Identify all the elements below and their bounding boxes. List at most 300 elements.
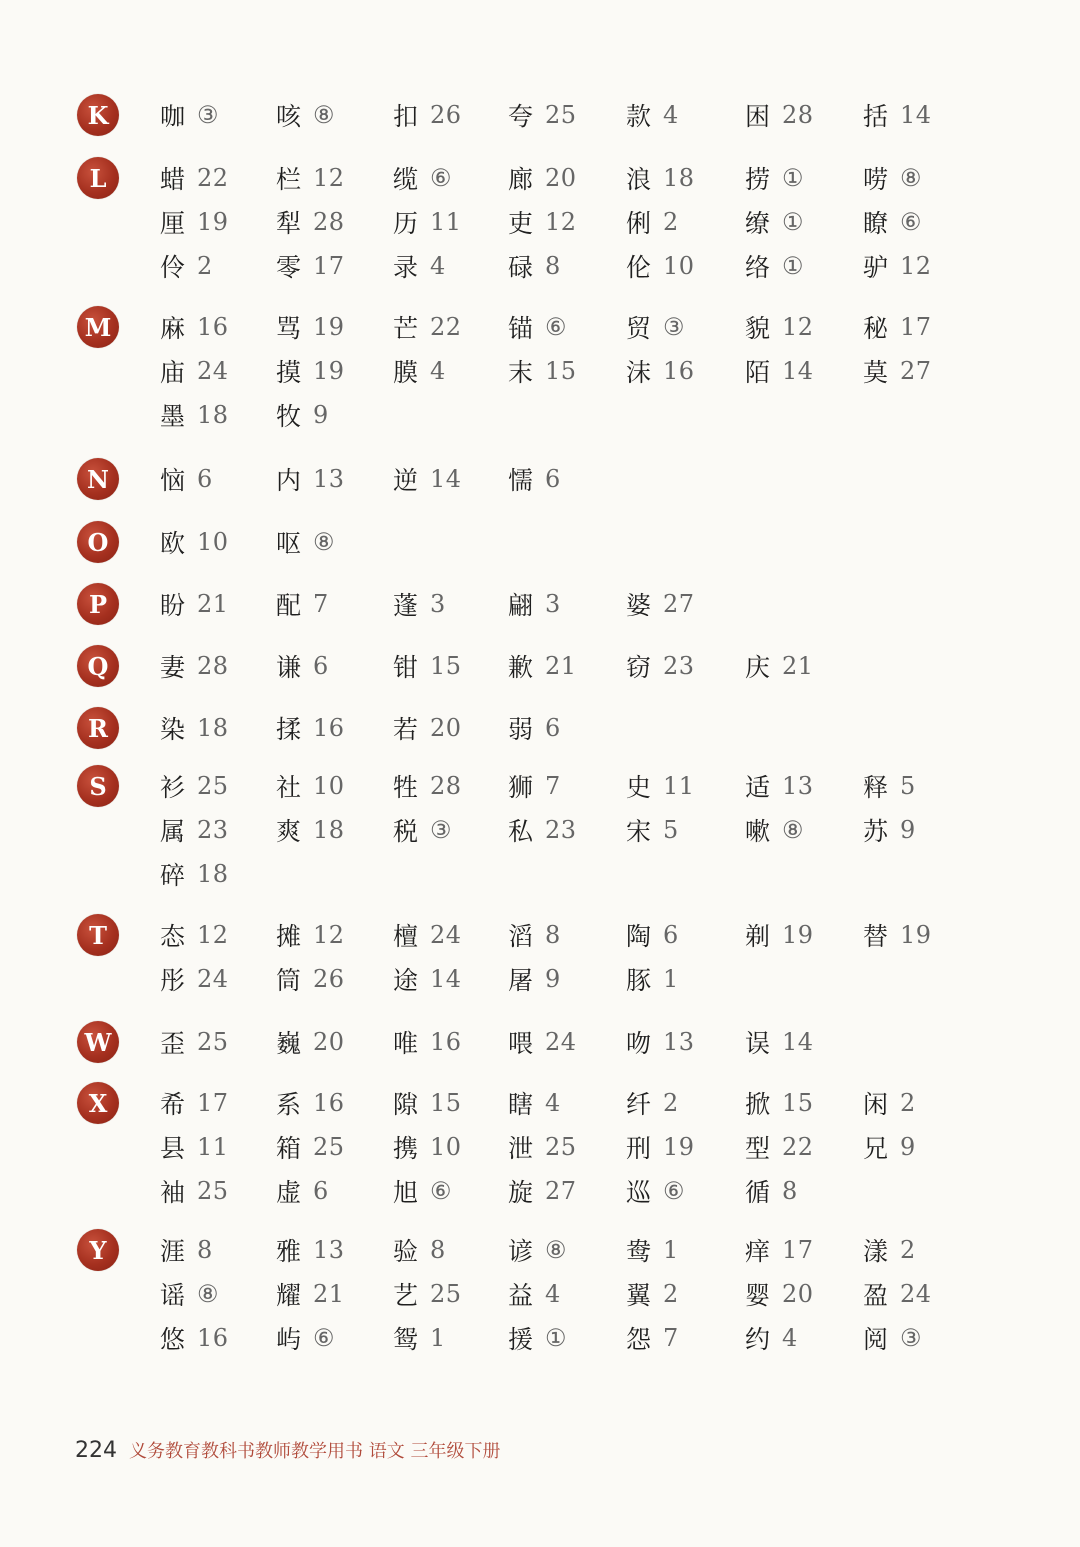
entry-lesson-number: ⑥ [430, 164, 453, 192]
entry-character: 咳 [276, 102, 302, 131]
entry-character: 摸 [276, 358, 302, 387]
index-entry [160, 766, 270, 806]
index-entry [160, 307, 270, 347]
entry-character: 适 [745, 773, 771, 802]
entry-character: 欧 [160, 529, 186, 558]
entry-character: 厘 [160, 209, 186, 238]
index-entry [626, 1022, 736, 1062]
entry-lesson-number: 2 [663, 208, 679, 236]
entry-lesson-number: 1 [663, 1236, 679, 1264]
index-entry [863, 1127, 973, 1167]
entry-character: 吏 [508, 209, 534, 238]
entry-lesson-number: 11 [430, 208, 462, 236]
index-entry [508, 959, 618, 999]
index-entry [160, 1171, 270, 1211]
entry-character: 鸯 [626, 1237, 652, 1266]
entry-lesson-number: 3 [545, 590, 561, 618]
index-entry [863, 1318, 973, 1358]
entry-character: 妻 [160, 653, 186, 682]
index-entry [276, 1274, 386, 1314]
entry-character: 蜡 [160, 165, 186, 194]
entry-lesson-number: 22 [197, 164, 229, 192]
entry-character: 兄 [863, 1134, 889, 1163]
entry-character: 呕 [276, 529, 302, 558]
index-entry [393, 1230, 503, 1270]
entry-character: 歉 [508, 653, 534, 682]
entry-lesson-number: 20 [782, 1280, 814, 1308]
index-entry [393, 766, 503, 806]
entry-character: 狮 [508, 773, 534, 802]
entry-character: 系 [276, 1090, 302, 1119]
entry-character: 膜 [393, 358, 419, 387]
entry-lesson-number: 16 [197, 313, 229, 341]
entry-lesson-number: 25 [313, 1133, 345, 1161]
entry-character: 社 [276, 773, 302, 802]
entry-lesson-number: 19 [197, 208, 229, 236]
letter-badge: T [77, 914, 119, 956]
entry-lesson-number: 8 [545, 252, 561, 280]
entry-lesson-number: 12 [782, 313, 814, 341]
entry-character: 态 [160, 922, 186, 951]
entry-character: 涯 [160, 1237, 186, 1266]
entry-lesson-number: 14 [782, 1028, 814, 1056]
entry-character: 阅 [863, 1325, 889, 1354]
entry-lesson-number: 22 [430, 313, 462, 341]
index-entry [393, 810, 503, 850]
entry-character: 咖 [160, 102, 186, 131]
entry-character: 旋 [508, 1178, 534, 1207]
entry-lesson-number: 8 [545, 921, 561, 949]
entry-character: 爽 [276, 817, 302, 846]
entry-lesson-number: ① [782, 208, 805, 236]
entry-lesson-number: 13 [313, 1236, 345, 1264]
index-entry [863, 351, 973, 391]
entry-lesson-number: 1 [663, 965, 679, 993]
entry-lesson-number: 19 [900, 921, 932, 949]
index-entry [508, 1230, 618, 1270]
entry-character: 误 [745, 1029, 771, 1058]
index-entry [393, 1083, 503, 1123]
entry-lesson-number: 13 [782, 772, 814, 800]
index-entry [745, 766, 855, 806]
index-entry [626, 158, 736, 198]
index-entry [160, 1274, 270, 1314]
entry-lesson-number: 23 [545, 816, 577, 844]
entry-character: 贸 [626, 314, 652, 343]
entry-character: 瞎 [508, 1090, 534, 1119]
index-entry [160, 708, 270, 748]
entry-lesson-number: 19 [782, 921, 814, 949]
entry-lesson-number: 18 [313, 816, 345, 844]
entry-lesson-number: 8 [197, 1236, 213, 1264]
entry-lesson-number: 28 [197, 652, 229, 680]
index-entry [160, 1083, 270, 1123]
entry-lesson-number: 12 [900, 252, 932, 280]
index-entry [276, 1171, 386, 1211]
entry-character: 历 [393, 209, 419, 238]
entry-lesson-number: 9 [545, 965, 561, 993]
entry-character: 嗽 [745, 817, 771, 846]
index-entry [276, 307, 386, 347]
index-entry [276, 646, 386, 686]
entry-lesson-number: 15 [430, 652, 462, 680]
entry-lesson-number: ⑥ [900, 208, 923, 236]
entry-character: 逆 [393, 466, 419, 495]
entry-character: 翼 [626, 1281, 652, 1310]
entry-lesson-number: 27 [545, 1177, 577, 1205]
entry-character: 内 [276, 466, 302, 495]
entry-character: 私 [508, 817, 534, 846]
letter-badge: N [77, 458, 119, 500]
entry-character: 吻 [626, 1029, 652, 1058]
entry-lesson-number: 18 [197, 860, 229, 888]
entry-lesson-number: 2 [900, 1089, 916, 1117]
entry-lesson-number: 2 [663, 1280, 679, 1308]
entry-lesson-number: 20 [313, 1028, 345, 1056]
index-entry [160, 810, 270, 850]
index-entry [863, 810, 973, 850]
entry-character: 艺 [393, 1281, 419, 1310]
index-entry [863, 95, 973, 135]
index-entry [393, 1022, 503, 1062]
entry-character: 巍 [276, 1029, 302, 1058]
entry-character: 婆 [626, 591, 652, 620]
index-entry [626, 584, 736, 624]
entry-character: 盼 [160, 591, 186, 620]
entry-character: 援 [508, 1325, 534, 1354]
page-number: 224 [75, 1437, 117, 1463]
index-entry [626, 1230, 736, 1270]
entry-character: 史 [626, 773, 652, 802]
index-entry [393, 1274, 503, 1314]
index-entry [508, 202, 618, 242]
entry-lesson-number: ① [545, 1324, 568, 1352]
index-entry [626, 246, 736, 286]
entry-character: 络 [745, 253, 771, 282]
index-entry [276, 1230, 386, 1270]
entry-character: 旭 [393, 1178, 419, 1207]
letter-badge: Y [77, 1229, 119, 1271]
index-entry [508, 584, 618, 624]
index-entry [626, 766, 736, 806]
index-entry [508, 766, 618, 806]
index-entry [626, 1318, 736, 1358]
entry-character: 摊 [276, 922, 302, 951]
entry-character: 伶 [160, 253, 186, 282]
index-entry [160, 959, 270, 999]
entry-character: 屠 [508, 966, 534, 995]
entry-lesson-number: 4 [663, 101, 679, 129]
index-entry [745, 307, 855, 347]
page-footer [75, 1430, 500, 1470]
index-entry [508, 810, 618, 850]
entry-character: 唯 [393, 1029, 419, 1058]
entry-character: 翩 [508, 591, 534, 620]
index-entry [276, 202, 386, 242]
entry-lesson-number: 14 [782, 357, 814, 385]
index-entry [508, 646, 618, 686]
index-entry [508, 158, 618, 198]
index-entry [160, 459, 270, 499]
entry-lesson-number: ⑧ [782, 816, 805, 844]
entry-character: 廊 [508, 165, 534, 194]
entry-lesson-number: 20 [430, 714, 462, 742]
entry-lesson-number: 15 [545, 357, 577, 385]
index-entry [626, 1083, 736, 1123]
index-entry [508, 307, 618, 347]
entry-character: 秘 [863, 314, 889, 343]
index-entry [276, 915, 386, 955]
index-entry [508, 1274, 618, 1314]
entry-character: 陌 [745, 358, 771, 387]
index-entry [863, 246, 973, 286]
entry-lesson-number: 6 [545, 714, 561, 742]
entry-lesson-number: 28 [430, 772, 462, 800]
entry-character: 属 [160, 817, 186, 846]
entry-lesson-number: 3 [430, 590, 446, 618]
letter-badge: L [77, 157, 119, 199]
index-entry [626, 95, 736, 135]
index-entry [863, 1083, 973, 1123]
entry-character: 袖 [160, 1178, 186, 1207]
entry-lesson-number: 21 [782, 652, 814, 680]
index-entry [745, 810, 855, 850]
index-entry [745, 1274, 855, 1314]
index-entry [160, 1127, 270, 1167]
entry-lesson-number: 27 [900, 357, 932, 385]
book-title: 义务教育教科书教师教学用书 语文 三年级下册 [129, 1441, 501, 1462]
entry-character: 恼 [160, 466, 186, 495]
entry-lesson-number: 16 [430, 1028, 462, 1056]
index-entry [393, 1171, 503, 1211]
index-entry [745, 1022, 855, 1062]
entry-lesson-number: 24 [545, 1028, 577, 1056]
index-entry [863, 202, 973, 242]
index-entry [393, 1318, 503, 1358]
entry-character: 替 [863, 922, 889, 951]
entry-character: 染 [160, 715, 186, 744]
index-entry [745, 1127, 855, 1167]
index-entry [160, 1318, 270, 1358]
entry-lesson-number: 17 [782, 1236, 814, 1264]
entry-character: 缆 [393, 165, 419, 194]
index-entry [160, 584, 270, 624]
index-entry [160, 95, 270, 135]
entry-lesson-number: 18 [197, 714, 229, 742]
index-entry [393, 95, 503, 135]
entry-lesson-number: ⑥ [545, 313, 568, 341]
index-entry [626, 915, 736, 955]
entry-character: 泄 [508, 1134, 534, 1163]
entry-character: 箱 [276, 1134, 302, 1163]
entry-character: 释 [863, 773, 889, 802]
entry-lesson-number: 25 [545, 101, 577, 129]
index-entry [393, 959, 503, 999]
index-entry [745, 158, 855, 198]
index-entry [863, 1274, 973, 1314]
entry-character: 括 [863, 102, 889, 131]
entry-lesson-number: 10 [430, 1133, 462, 1161]
entry-character: 刑 [626, 1134, 652, 1163]
entry-lesson-number: 2 [663, 1089, 679, 1117]
entry-character: 县 [160, 1134, 186, 1163]
entry-character: 浪 [626, 165, 652, 194]
entry-lesson-number: 7 [663, 1324, 679, 1352]
entry-lesson-number: 11 [663, 772, 695, 800]
entry-lesson-number: 2 [900, 1236, 916, 1264]
entry-character: 苏 [863, 817, 889, 846]
index-entry [508, 1171, 618, 1211]
index-entry [276, 1083, 386, 1123]
entry-lesson-number: 26 [313, 965, 345, 993]
letter-badge: S [77, 765, 119, 807]
index-entry [863, 158, 973, 198]
entry-character: 款 [626, 102, 652, 131]
index-entry [626, 202, 736, 242]
index-entry [745, 646, 855, 686]
entry-character: 途 [393, 966, 419, 995]
entry-lesson-number: 28 [313, 208, 345, 236]
index-entry [160, 1022, 270, 1062]
entry-lesson-number: 10 [663, 252, 695, 280]
index-entry [626, 810, 736, 850]
entry-lesson-number: ⑥ [430, 1177, 453, 1205]
entry-character: 钳 [393, 653, 419, 682]
index-entry [276, 351, 386, 391]
entry-lesson-number: 11 [197, 1133, 229, 1161]
entry-lesson-number: 6 [663, 921, 679, 949]
entry-lesson-number: 5 [663, 816, 679, 844]
entry-lesson-number: ⑧ [197, 1280, 220, 1308]
entry-character: 闲 [863, 1090, 889, 1119]
entry-character: 掀 [745, 1090, 771, 1119]
index-entry [160, 646, 270, 686]
index-entry [626, 307, 736, 347]
index-entry [863, 307, 973, 347]
index-entry [863, 1230, 973, 1270]
entry-character: 虚 [276, 1178, 302, 1207]
entry-character: 骂 [276, 314, 302, 343]
index-entry [393, 915, 503, 955]
index-entry [626, 351, 736, 391]
entry-lesson-number: 6 [313, 1177, 329, 1205]
entry-character: 麻 [160, 314, 186, 343]
index-entry [276, 395, 386, 435]
entry-character: 验 [393, 1237, 419, 1266]
letter-badge: O [77, 521, 119, 563]
entry-character: 型 [745, 1134, 771, 1163]
entry-lesson-number: 15 [782, 1089, 814, 1117]
index-entry [626, 1171, 736, 1211]
entry-character: 檀 [393, 922, 419, 951]
entry-character: 貌 [745, 314, 771, 343]
entry-lesson-number: 2 [197, 252, 213, 280]
entry-character: 捞 [745, 165, 771, 194]
entry-lesson-number: ⑧ [313, 528, 336, 556]
entry-lesson-number: 1 [430, 1324, 446, 1352]
entry-lesson-number: 16 [313, 714, 345, 742]
entry-character: 墨 [160, 402, 186, 431]
entry-character: 牧 [276, 402, 302, 431]
index-entry [160, 246, 270, 286]
entry-lesson-number: 4 [430, 252, 446, 280]
entry-lesson-number: ③ [430, 816, 453, 844]
entry-lesson-number: 23 [663, 652, 695, 680]
entry-character: 漾 [863, 1237, 889, 1266]
entry-character: 瞭 [863, 209, 889, 238]
entry-character: 鸳 [393, 1325, 419, 1354]
entry-character: 怨 [626, 1325, 652, 1354]
entry-character: 宋 [626, 817, 652, 846]
entry-character: 犁 [276, 209, 302, 238]
entry-lesson-number: 4 [782, 1324, 798, 1352]
index-entry [276, 522, 386, 562]
index-entry [393, 646, 503, 686]
index-entry [393, 158, 503, 198]
entry-lesson-number: ⑧ [900, 164, 923, 192]
entry-character: 若 [393, 715, 419, 744]
entry-character: 唠 [863, 165, 889, 194]
index-entry [863, 766, 973, 806]
entry-character: 税 [393, 817, 419, 846]
entry-lesson-number: 12 [313, 921, 345, 949]
entry-lesson-number: ① [782, 252, 805, 280]
entry-lesson-number: 12 [545, 208, 577, 236]
entry-lesson-number: 24 [197, 965, 229, 993]
index-entry [508, 1127, 618, 1167]
entry-lesson-number: 25 [197, 1028, 229, 1056]
index-entry [508, 708, 618, 748]
entry-lesson-number: 6 [545, 465, 561, 493]
entry-lesson-number: ⑧ [545, 1236, 568, 1264]
entry-lesson-number: 5 [900, 772, 916, 800]
entry-lesson-number: 10 [313, 772, 345, 800]
index-entry [745, 246, 855, 286]
entry-character: 谚 [508, 1237, 534, 1266]
entry-lesson-number: ③ [197, 101, 220, 129]
entry-lesson-number: 19 [663, 1133, 695, 1161]
index-entry [160, 854, 270, 894]
index-entry [276, 766, 386, 806]
entry-lesson-number: 18 [663, 164, 695, 192]
entry-lesson-number: ⑥ [663, 1177, 686, 1205]
entry-lesson-number: ⑥ [313, 1324, 336, 1352]
letter-badge: R [77, 707, 119, 749]
entry-character: 揉 [276, 715, 302, 744]
entry-lesson-number: 4 [430, 357, 446, 385]
entry-lesson-number: ① [782, 164, 805, 192]
index-entry [160, 158, 270, 198]
entry-character: 莫 [863, 358, 889, 387]
index-entry [626, 646, 736, 686]
index-entry [745, 351, 855, 391]
letter-badge: M [77, 306, 119, 348]
letter-badge: Q [77, 645, 119, 687]
entry-lesson-number: 8 [782, 1177, 798, 1205]
entry-character: 携 [393, 1134, 419, 1163]
entry-character: 豚 [626, 966, 652, 995]
entry-lesson-number: 25 [197, 1177, 229, 1205]
entry-lesson-number: 19 [313, 313, 345, 341]
entry-character: 约 [745, 1325, 771, 1354]
entry-lesson-number: ⑧ [313, 101, 336, 129]
index-entry [393, 202, 503, 242]
entry-character: 悠 [160, 1325, 186, 1354]
entry-lesson-number: 24 [197, 357, 229, 385]
entry-character: 衫 [160, 773, 186, 802]
entry-character: 婴 [745, 1281, 771, 1310]
entry-lesson-number: 12 [313, 164, 345, 192]
